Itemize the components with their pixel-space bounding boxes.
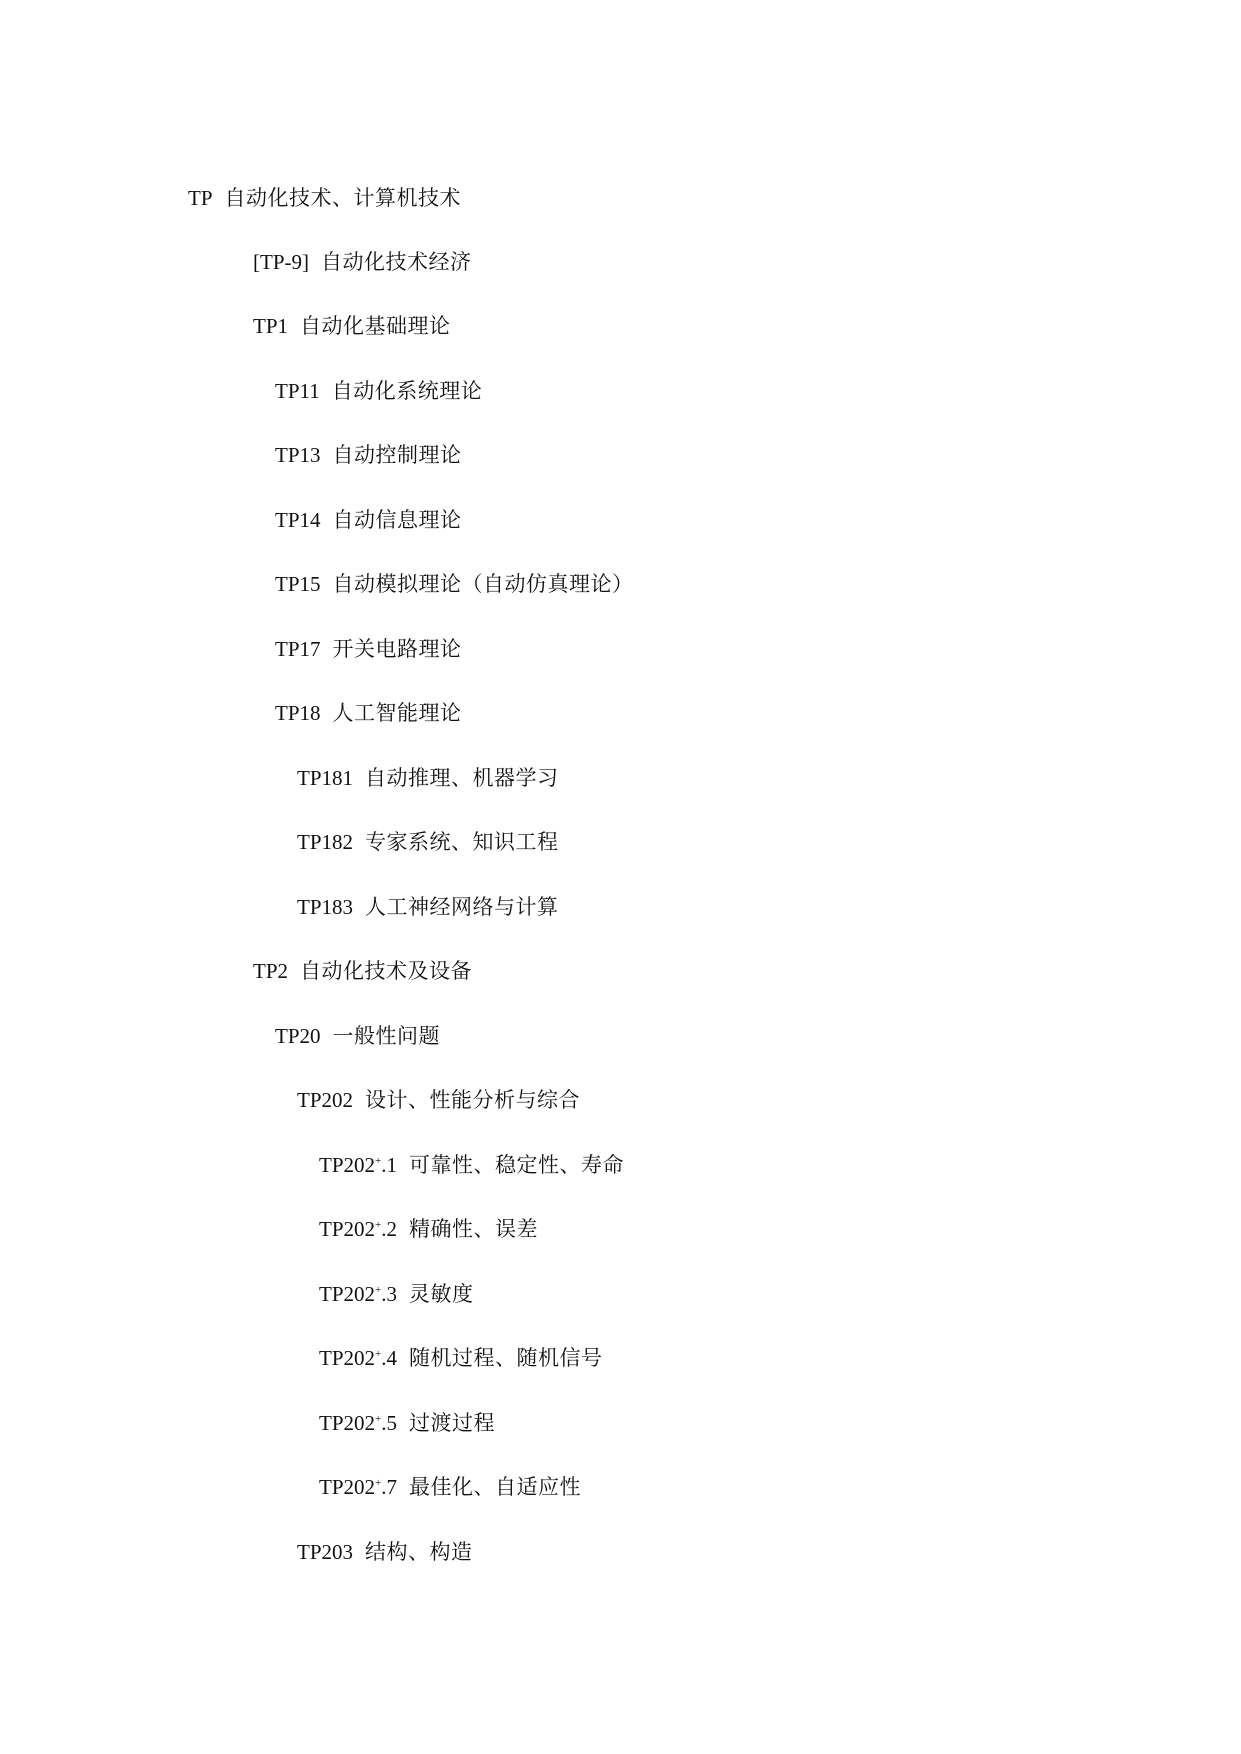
class-title: 自动信息理论 [332, 508, 462, 532]
classification-entry-tp13 [275, 440, 462, 470]
class-code: TP202+.2 [319, 1217, 397, 1241]
class-title: 自动化基础理论 [300, 314, 451, 338]
class-title: 人工神经网络与计算 [365, 895, 559, 919]
class-code: TP1 [253, 314, 289, 338]
class-title: 精确性、误差 [408, 1217, 538, 1241]
class-code: TP181 [297, 766, 354, 790]
class-title: 过渡过程 [408, 1411, 495, 1435]
classification-entry-tp2 [253, 956, 472, 986]
class-code: TP202+.1 [319, 1153, 397, 1177]
classification-entry-tp14 [275, 505, 462, 535]
class-title: 灵敏度 [408, 1282, 474, 1306]
classification-entry-tp202-5 [319, 1408, 495, 1438]
class-title: 自动化技术、计算机技术 [224, 186, 462, 210]
classification-entry-tp-9 [253, 247, 472, 277]
class-code: TP14 [275, 508, 321, 532]
classification-entry-tp202-7 [319, 1472, 581, 1502]
classification-entry-tp202-2 [319, 1214, 538, 1244]
classification-entry-tp202-1 [319, 1150, 624, 1180]
class-code: TP2 [253, 959, 289, 983]
class-code: [TP-9] [253, 250, 309, 274]
class-code: TP13 [275, 443, 321, 467]
class-title: 自动化技术经济 [321, 250, 472, 274]
class-code: TP183 [297, 895, 354, 919]
class-title: 自动化技术及设备 [300, 959, 473, 983]
class-code: TP17 [275, 637, 321, 661]
class-title: 设计、性能分析与综合 [365, 1088, 581, 1112]
classification-entry-tp15 [275, 569, 634, 599]
class-code: TP202 [297, 1088, 354, 1112]
classification-entry-tp181 [297, 763, 559, 793]
classification-entry-tp17 [275, 634, 462, 664]
class-code: TP182 [297, 830, 354, 854]
classification-entry-tp1 [253, 311, 451, 341]
classification-entry-tp18 [275, 698, 462, 728]
classification-entry-tp203 [297, 1537, 473, 1567]
class-code: TP20 [275, 1024, 321, 1048]
classification-entry-tp11 [275, 376, 482, 406]
classification-entry-tp183 [297, 892, 559, 922]
class-code: TP15 [275, 572, 321, 596]
class-title: 自动控制理论 [332, 443, 462, 467]
class-code: TP [188, 186, 213, 210]
classification-entry-tp [188, 183, 461, 213]
class-code: TP18 [275, 701, 321, 725]
classification-entry-tp202-4 [319, 1343, 602, 1373]
class-title: 最佳化、自适应性 [408, 1475, 581, 1499]
class-title: 随机过程、随机信号 [408, 1346, 603, 1370]
class-code: TP202+.7 [319, 1475, 397, 1499]
class-code: TP202+.4 [319, 1346, 397, 1370]
classification-entry-tp182 [297, 827, 559, 857]
class-title: 人工智能理论 [332, 701, 462, 725]
class-title: 自动模拟理论（自动仿真理论） [332, 572, 634, 596]
class-title: 开关电路理论 [332, 637, 462, 661]
classification-entry-tp202 [297, 1085, 580, 1115]
class-title: 专家系统、知识工程 [365, 830, 559, 854]
class-title: 可靠性、稳定性、寿命 [408, 1153, 624, 1177]
class-title: 自动化系统理论 [331, 379, 483, 403]
class-code: TP11 [275, 379, 320, 403]
classification-entry-tp20 [275, 1021, 440, 1051]
classification-entry-tp202-3 [319, 1279, 473, 1309]
class-code: TP202+.3 [319, 1282, 397, 1306]
class-title: 自动推理、机器学习 [365, 766, 559, 790]
class-code: TP203 [297, 1540, 354, 1564]
class-title: 结构、构造 [365, 1540, 473, 1564]
class-code: TP202+.5 [319, 1411, 397, 1435]
class-title: 一般性问题 [332, 1024, 441, 1048]
